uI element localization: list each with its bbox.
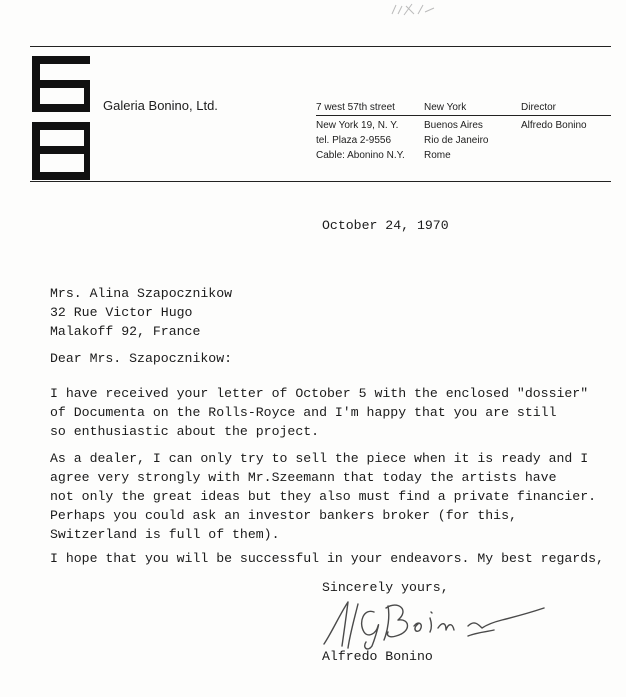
address-line: tel. Plaza 2-9556	[316, 135, 392, 146]
director-block	[521, 100, 587, 133]
body-line: Perhaps you could ask an investor bankers broker (for this,	[50, 508, 517, 523]
paragraph-3	[50, 549, 604, 568]
address-line: New York 19, N. Y.	[316, 120, 399, 131]
city: New York	[424, 102, 467, 113]
body-line: As a dealer, I can only try to sell the piece when it is ready and I	[50, 451, 589, 466]
body-line: not only the great ideas but they also must find a private financier.	[50, 489, 597, 504]
top-rule	[30, 46, 611, 47]
closing: Sincerely yours,	[322, 580, 449, 595]
bottom-rule	[30, 181, 611, 182]
body-line: agree very strongly with Mr.Szeemann that today the artists have	[50, 470, 557, 485]
handwritten-mark	[390, 2, 440, 18]
body-line: so enthusiastic about the project.	[50, 424, 320, 439]
director-title: Director	[521, 102, 557, 113]
city: Buenos Aires	[424, 120, 483, 131]
body-line: I have received your letter of October 5 with the enclosed "dossier"	[50, 386, 589, 401]
paragraph-1	[50, 384, 588, 441]
body-line: I hope that you will be successful in your endeavors. My best regards,	[50, 551, 604, 566]
recipient-line: Malakoff 92, France	[50, 324, 201, 339]
city: Rome	[424, 150, 451, 161]
company-name: Galeria Bonino, Ltd.	[103, 98, 218, 113]
body-line: of Documenta on the Rolls-Royce and I'm happy that you are still	[50, 405, 557, 420]
cities-block	[424, 100, 488, 163]
recipient-line: Mrs. Alina Szapocznikow	[50, 286, 233, 301]
galeria-logo	[32, 56, 90, 181]
address-line: 7 west 57th street	[316, 102, 395, 113]
address-line: Cable: Abonino N.Y.	[316, 150, 405, 161]
recipient-address	[50, 284, 232, 341]
body-line: Switzerland is full of them).	[50, 527, 280, 542]
recipient-line: 32 Rue Victor Hugo	[50, 305, 193, 320]
middle-rule	[316, 115, 611, 116]
signature-name: Alfredo Bonino	[322, 649, 433, 664]
address-block	[316, 100, 405, 163]
paragraph-2	[50, 449, 596, 544]
city: Rio de Janeiro	[424, 135, 489, 146]
handwritten-signature	[318, 596, 548, 654]
director-name: Alfredo Bonino	[521, 120, 587, 131]
salutation: Dear Mrs. Szapocznikow:	[50, 351, 233, 366]
letter-date: October 24, 1970	[322, 218, 449, 233]
